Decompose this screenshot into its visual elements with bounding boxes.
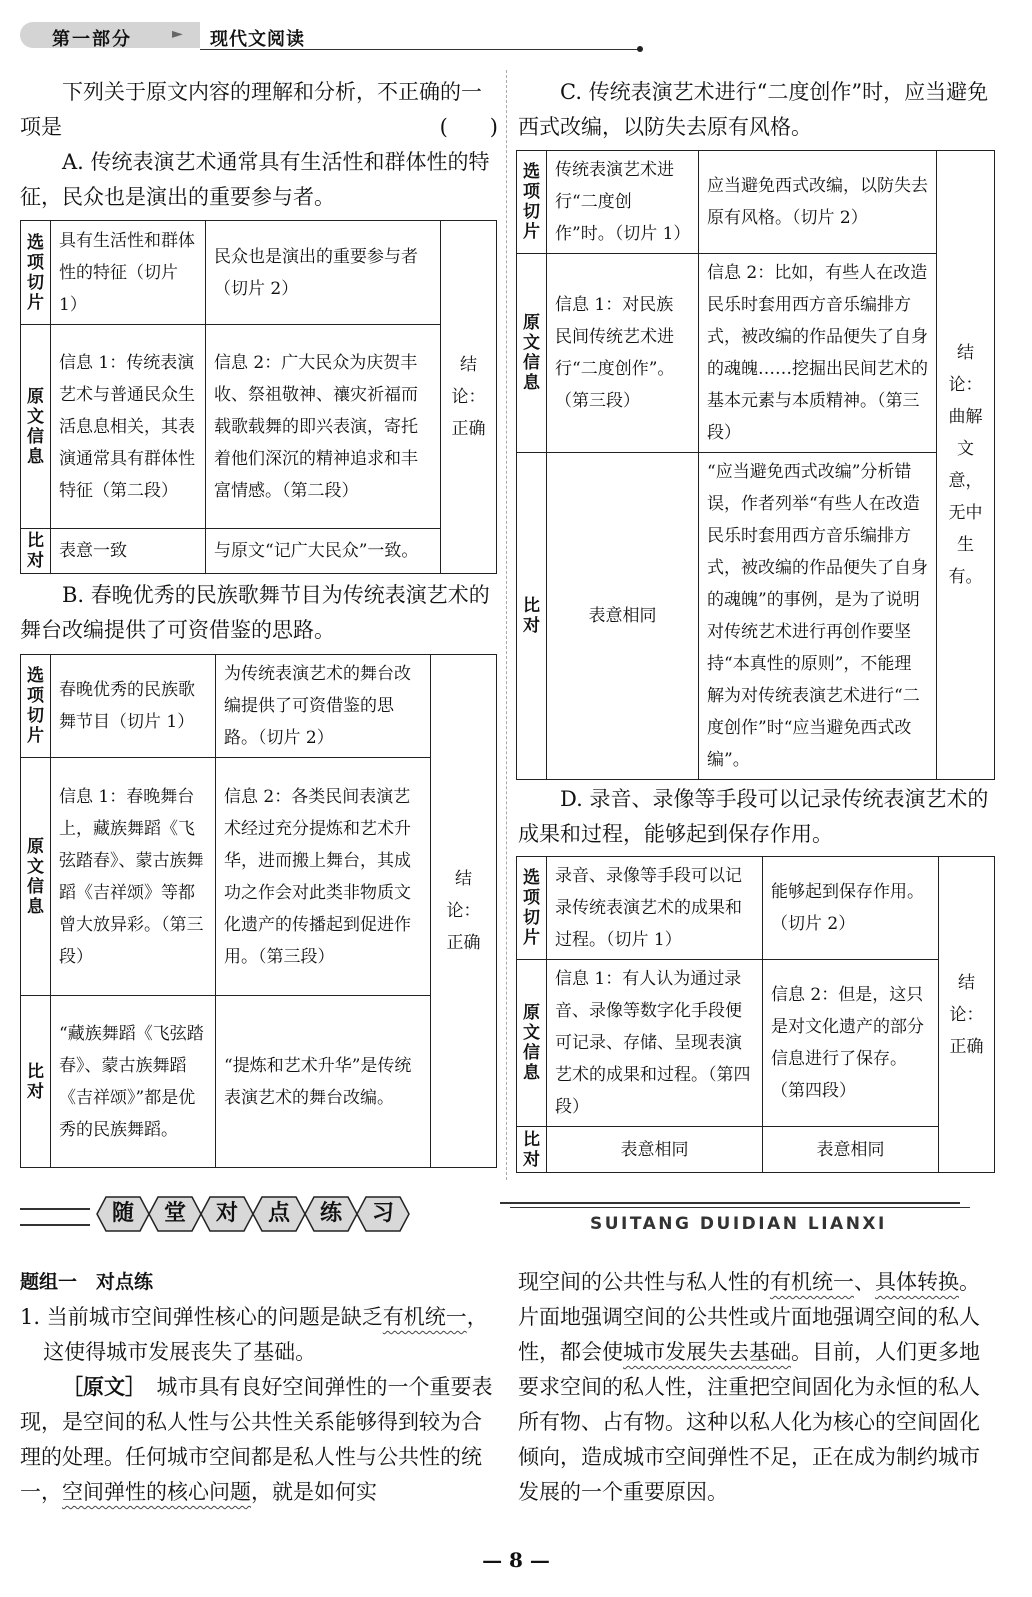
label-info: 原文信息 (517, 254, 547, 453)
banner-char: 对 (200, 1196, 254, 1232)
d-compare-2: 表意相同 (763, 1127, 939, 1173)
yuanwen-right: 现空间的公共性与私人性的有机统一、具体转换。片面地强调空间的公共性或片面地强调空间的私人性，都会使城市发展失去基础。目前，人们更多地要求空间的私人性，注重把空间固化为永恒的私人所有物、占有物。这种以私人化为核心的空间固化倾向，造成城市空间弹性不足，正在成为制约城市发展的一个重要原因。 (518, 1270, 980, 1504)
label-compare: 比对 (517, 453, 547, 780)
option-d-text: D. 录音、录像等手段可以记录传统表演艺术的成果和过程，能够起到保存作用。 (518, 787, 989, 846)
a-info-1: 信息 1：传统表演艺术与普通民众生活息息相关，其表演通常具有群体性特征（第二段） (51, 325, 206, 529)
a-info-2: 信息 2：广大民众为庆贺丰收、祭祖敬神、禳灾祈福而载歌载舞的即兴表演，寄托着他们深沉的精神追求和丰富情感。（第二段） (206, 325, 441, 529)
option-b-stem (20, 578, 498, 648)
option-d-table (516, 856, 995, 1173)
page-number: — 8 — (482, 1548, 550, 1572)
group-title: 题组一 对点练 (20, 1271, 154, 1293)
d-slice-1: 录音、录像等手段可以记录传统表演艺术的成果和过程。（切片 1） (547, 857, 763, 960)
label-slice: 选项切片 (517, 857, 547, 960)
a-slice-1: 具有生活性和群体性的特征（切片 1） (51, 221, 206, 325)
answer-paren: ( ) (439, 115, 498, 139)
option-a-table (20, 220, 497, 574)
label-slice: 选项切片 (21, 655, 51, 758)
b-compare-1: “藏族舞蹈《飞弦踏春》、蒙古族舞蹈《吉祥颂》”都是优秀的民族舞蹈。 (51, 996, 216, 1168)
label-compare: 比对 (21, 996, 51, 1168)
question-stem (20, 75, 498, 215)
option-c-text: C. 传统表演艺术进行“二度创作”时，应当避免西式改编，以防失去原有风格。 (518, 80, 989, 139)
option-d-stem (518, 782, 994, 852)
banner-char: 练 (304, 1196, 358, 1232)
d-info-2: 信息 2：但是，这只是对文化遗产的部分信息进行了保存。（第四段） (763, 960, 939, 1127)
b-slice-2: 为传统表演艺术的舞台改编提供了可资借鉴的思路。（切片 2） (216, 655, 431, 758)
c-info-2: 信息 2：比如，有些人在改造民乐时套用西方音乐编排方式，被改编的作品便失了自身的魂魄……挖掘出民间艺术的基本元素与本质精神。（第三段） (699, 254, 937, 453)
d-conclusion: 结论：正确 (939, 857, 995, 1173)
column-divider (506, 70, 507, 1180)
d-slice-2: 能够起到保存作用。（切片 2） (763, 857, 939, 960)
label-info: 原文信息 (21, 758, 51, 996)
header-arrow-icon: ► (172, 26, 183, 42)
option-b-table (20, 654, 497, 1168)
option-b-text: B. 春晚优秀的民族歌舞节目为传统表演艺术的舞台改编提供了可资借鉴的思路。 (20, 583, 490, 642)
c-compare-2: “应当避免西式改编”分析错误，作者列举“有些人在改造民乐时套用西方音乐编排方式，被改编的作品便失了自身的魂魄”的事例，是为了说明对传统艺术进行再创作要坚持“本真性的原则”，不能理解为对传统表演艺术进行“二度创作”时“应当避免西式改编”。 (699, 453, 937, 780)
yuanwen-tag: ［原文］ (62, 1375, 136, 1399)
option-c-stem (518, 75, 994, 145)
banner-right-line-thin (510, 1207, 970, 1208)
header-rule (200, 49, 640, 50)
c-conclusion: 结论：曲解文意，无中生有。 (937, 151, 995, 780)
running-header (20, 22, 620, 50)
label-compare: 比对 (517, 1127, 547, 1173)
option-c-table (516, 150, 995, 780)
d-compare-1: 表意相同 (547, 1127, 763, 1173)
a-compare-1: 表意一致 (51, 529, 206, 574)
label-compare: 比对 (21, 529, 51, 574)
label-info: 原文信息 (21, 325, 51, 529)
banner-pinyin: SUITANG DUIDIAN LIANXI (590, 1214, 887, 1234)
practice-right (518, 1265, 994, 1510)
b-compare-2: “提炼和艺术升华”是传统表演艺术的舞台改编。 (216, 996, 431, 1168)
c-compare-1: 表意相同 (547, 453, 699, 780)
b-slice-1: 春晚优秀的民族歌舞节目（切片 1） (51, 655, 216, 758)
banner-right-line (500, 1202, 960, 1204)
a-slice-2: 民众也是演出的重要参与者（切片 2） (206, 221, 441, 325)
practice-left (20, 1265, 498, 1510)
c-slice-1: 传统表演艺术进行“二度创作”时。（切片 1） (547, 151, 699, 254)
header-dot-icon (637, 46, 643, 52)
b-info-2: 信息 2：各类民间表演艺术经过充分提炼和艺术升华，进而搬上舞台，其成功之作会对此类非物质文化遗产的传播起到促进作用。（第三段） (216, 758, 431, 996)
label-slice: 选项切片 (21, 221, 51, 325)
yuanwen-left: ［原文］ 城市具有良好空间弹性的一个重要表现，是空间的私人性与公共性关系能够得到较为合理的处理。任何城市空间都是私人性与公共性的统一，空间弹性的核心问题，就是如何实 (20, 1375, 493, 1504)
c-slice-2: 应当避免西式改编，以防失去原有风格。（切片 2） (699, 151, 937, 254)
label-slice: 选项切片 (517, 151, 547, 254)
label-info: 原文信息 (517, 960, 547, 1127)
header-part: 第一部分 (52, 29, 132, 50)
banner-char: 习 (356, 1196, 410, 1232)
banner-char: 点 (252, 1196, 306, 1232)
c-info-1: 信息 1：对民族民间传统艺术进行“二度创作”。（第三段） (547, 254, 699, 453)
option-a-text: A. 传统表演艺术通常具有生活性和群体性的特征，民众也是演出的重要参与者。 (20, 150, 490, 209)
d-info-1: 信息 1：有人认为通过录音、录像等数字化手段便可记录、存储、呈现表演艺术的成果和过程。（第四段） (547, 960, 763, 1127)
banner-left-lines (20, 1208, 90, 1226)
a-compare-2: 与原文“记广大民众”一致。 (206, 529, 441, 574)
a-conclusion: 结论：正确 (441, 221, 497, 574)
b-info-1: 信息 1：春晚舞台上，藏族舞蹈《飞弦踏春》、蒙古族舞蹈《吉祥颂》等都曾大放异彩。（第三段） (51, 758, 216, 996)
b-conclusion: 结论：正确 (431, 655, 497, 1168)
question-text: 下列关于原文内容的理解和分析，不正确的一项是 (20, 80, 482, 139)
section-banner (20, 1188, 1012, 1248)
header-section: 现代文阅读 (210, 29, 305, 50)
banner-char: 堂 (148, 1196, 202, 1232)
question-1: 1. 当前城市空间弹性核心的问题是缺乏有机统一，这使得城市发展丧失了基础。 (20, 1305, 488, 1364)
banner-char: 随 (96, 1196, 150, 1232)
